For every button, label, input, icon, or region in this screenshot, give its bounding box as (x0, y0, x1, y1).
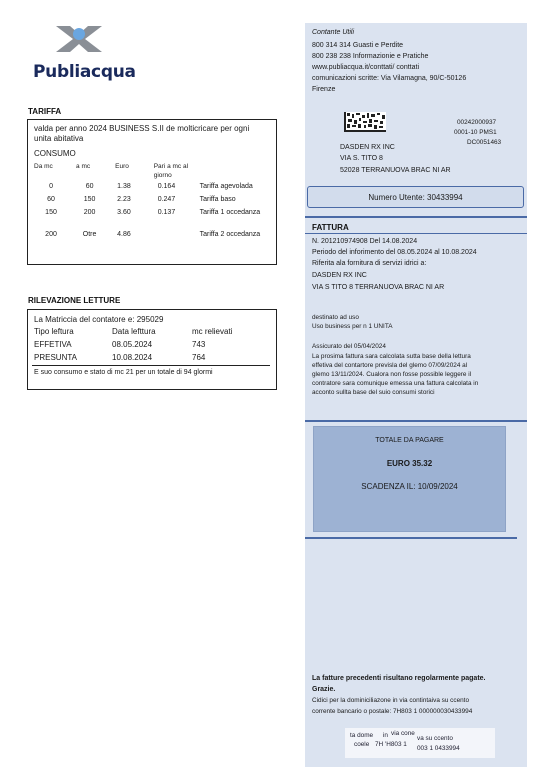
table-cell: 0.164 (157, 183, 176, 190)
table-cell: 150 (45, 209, 57, 216)
table-header-row (34, 163, 270, 183)
logo-brand-text: Publiacqua (33, 62, 136, 82)
table-row (34, 231, 270, 253)
table-cell: 200 (45, 231, 57, 238)
table-cell: 60 (47, 196, 55, 203)
divider (305, 420, 527, 422)
table-cell (150, 231, 200, 253)
table-cell: 3.60 (117, 209, 131, 216)
tariffa-desc: valda per anno 2024 BUSINESS S.II de molticricare per ogni unita abitativa (34, 124, 250, 143)
divider (305, 233, 527, 234)
code-line: 00242000937 (457, 119, 497, 126)
contact-line: 800 238 238 Informazionie e Pratiche (312, 53, 429, 60)
table-cell: 2.23 (117, 196, 131, 203)
table-cell: 200 (83, 209, 96, 216)
tariffa-title: TARIFFA (28, 107, 62, 116)
table-cell: 0.137 (157, 209, 176, 216)
table-cell: Tariffa baso (199, 196, 236, 203)
table-cell: PRESUNTA (34, 353, 77, 362)
assicurato-line: Assicurato del 05/04/2024 (312, 343, 386, 350)
fattura-line: Periodo del inforimento del 08.05.2024 al 10.08.2024 (312, 249, 477, 256)
stamp-text: 'H803 1 (385, 741, 407, 748)
prossima-line: acconto sullta base del suio consumi storici (312, 389, 435, 396)
contacts-title: Contante Utili (312, 29, 355, 36)
prossima-line: glemo 13/11/2024. Cualora non fosse possible leggere il (312, 371, 472, 378)
fattura-line: N. 201210974908 Del 14.08.2024 (312, 238, 418, 245)
table-cell: 60 (85, 183, 94, 190)
recipient-street: VIA S. TITO 8 (340, 155, 383, 162)
table-cell: Tariffa agevolada (199, 183, 253, 190)
table-row (34, 183, 270, 196)
stamp-text: coele (354, 741, 370, 748)
stamp-text: va su ccento (417, 735, 453, 742)
table-cell: 0.247 (157, 196, 176, 203)
totale-box (313, 426, 506, 532)
fattura-line: VIA S TITO 8 TERRANUOVA BRAC NI AR (312, 284, 445, 291)
domiciliazione-line: Cidici per la dominiciliazone in via contintaiva su ccento (312, 697, 470, 704)
table-row (34, 209, 270, 231)
tariffa-box (27, 119, 277, 265)
table-cell: 4.86 (117, 231, 131, 238)
fattura-title: FATTURA (312, 223, 349, 232)
scadenza: SCADENZA IL: 10/09/2024 (361, 482, 458, 491)
totale-label: TOTALE DA PAGARE (375, 437, 444, 444)
table-cell: EFFETIVA (34, 340, 72, 349)
col-header: Tipo leftura (34, 327, 74, 336)
stamp-text: in (383, 732, 388, 739)
logo-mark-icon (52, 24, 106, 58)
col-header: Pari a mc al giorno (153, 163, 189, 179)
table-cell: 0 (49, 183, 53, 190)
stamp-text: 7H (375, 741, 384, 748)
tariffa-table (34, 163, 270, 253)
fattura-line: Riferita ala fornitura di servizi idrici a: (312, 260, 427, 267)
divider (305, 216, 527, 218)
col-header: mc relievati (192, 327, 233, 336)
bottom-stamp (345, 728, 495, 758)
table-cell: 150 (83, 196, 96, 203)
table-cell: 764 (192, 353, 206, 362)
table-cell: 1.38 (117, 183, 131, 190)
paid-notice: La fatture precedenti risultano regolarmente pagate. (312, 675, 486, 682)
contact-line: comunicazioni scritte: Via Vilamagna, 90/C-50126 (312, 75, 467, 82)
stamp-text: 003 1 0433994 (417, 745, 460, 752)
table-cell: 10.08.2024 (112, 353, 153, 362)
prossima-line: La prosima fattura sara calcolata sutta base della lettura (312, 353, 471, 360)
stamp-text: ta dome (350, 732, 374, 739)
destinato-line: Uso business per n 1 UNITA (312, 323, 393, 330)
destinato-line: destinato ad uso (312, 314, 359, 321)
table-row (34, 196, 270, 209)
paid-thanks: Grazie. (312, 686, 336, 693)
consumo-note: E suo consumo e stato di mc 21 per un totale di 94 glormi (34, 369, 213, 376)
col-header: Data lefttura (112, 327, 156, 336)
info-panel (305, 23, 527, 767)
tariffa-consumo: CONSUMO (34, 149, 76, 158)
divider (305, 537, 517, 539)
matricola-text: La Matriccia del contatore e: 295029 (34, 315, 164, 324)
divider (32, 365, 270, 366)
recipient-city: 52028 TERRANUOVA BRAC NI AR (340, 167, 451, 174)
prossima-line: effetiva del contartore previsla del glemo 07/09/2024 al (312, 362, 468, 369)
col-header: Euro (115, 163, 129, 170)
table-cell: Otre (82, 231, 97, 238)
numero-utente: Numero Utente: 30433994 (368, 193, 463, 202)
prossima-line: contratore sara comunique emessa una fattura calcolata in (312, 380, 479, 387)
col-header: a mc (76, 163, 91, 170)
barcode-icon (344, 112, 386, 132)
rilevazione-box (27, 309, 277, 390)
fattura-line: DASDEN RX INC (312, 272, 367, 279)
code-line: DC0051463 (467, 139, 502, 146)
domiciliazione-line: corrente bancario o postale: 7H803 1 000000030433994 (312, 708, 473, 715)
table-cell: 743 (192, 340, 206, 349)
numero-utente-box (307, 186, 524, 208)
rilevazione-title: RILEVAZIONE LETTURE (28, 296, 121, 305)
stamp-text: via cone (391, 730, 415, 737)
table-cell: Tariffa 2 occedanza (199, 231, 261, 238)
contact-line: www.publiacqua.it/conttati/ conttati (312, 64, 420, 71)
table-cell: Tariffa 1 occedanza (199, 209, 261, 216)
totale-amount: EURO 35.32 (386, 459, 433, 468)
col-header: Da mc (34, 163, 53, 170)
table-cell: 08.05.2024 (112, 340, 153, 349)
code-line: 0001-10 PMS1 (454, 129, 497, 136)
publiacqua-logo (30, 22, 136, 84)
contact-line: 800 314 314 Guasti e Perdite (312, 42, 404, 49)
recipient-name: DASDEN RX INC (340, 144, 395, 151)
contact-line: Firenze (312, 86, 336, 93)
